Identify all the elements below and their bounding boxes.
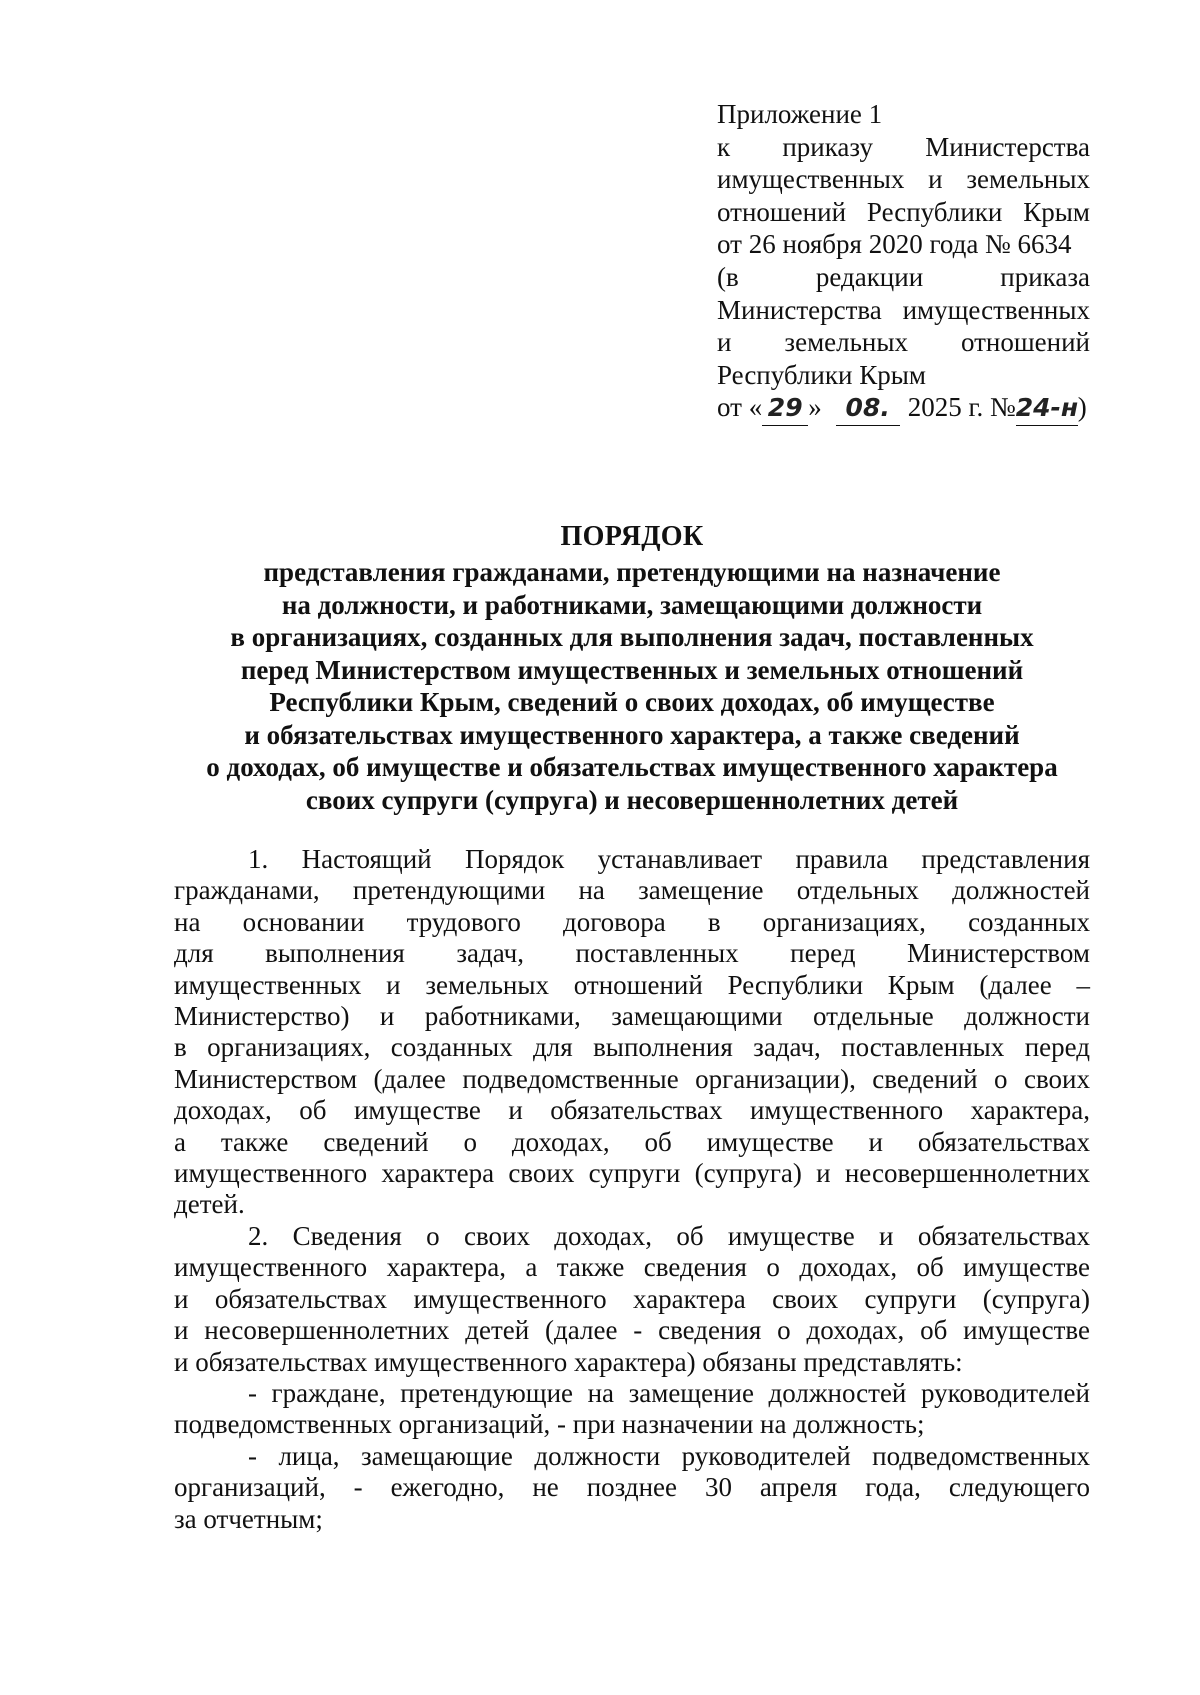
body-line: Министерство) и работниками, замещающими отдельные должности (174, 1001, 1090, 1032)
subtitle-line: на должности, и работниками, замещающими должности (281, 589, 983, 620)
appendix-line: от 26 ноября 2020 года № 6634 (717, 229, 1072, 260)
body-line: гражданами, претендующими на замещение отдельных должностей (174, 875, 1090, 906)
body-line: имущественного характера, а также сведения о доходах, об имуществе (174, 1252, 1090, 1283)
handwritten-number: 24-н (1016, 392, 1078, 426)
body-line: и обязательствах имущественного характера) обязаны представлять: (174, 1346, 963, 1377)
body-line: в организациях, созданных для выполнения задач, поставленных перед (174, 1032, 1090, 1063)
appendix-text: и земельных отношений (717, 327, 1090, 358)
appendix-line (717, 163, 1090, 196)
date-year: 2025 г. № (907, 392, 1016, 423)
appendix-text: имущественных и земельных (717, 164, 1090, 195)
date-suffix: ) (1077, 392, 1087, 423)
appendix-line (717, 326, 1090, 359)
appendix-line (717, 294, 1090, 327)
subtitle-line: в организациях, созданных для выполнения задач, поставленных (230, 622, 1034, 652)
body-line: подведомственных организаций, - при назначении на должность; (174, 1409, 925, 1440)
subtitle-line: о доходах, об имуществе и обязательствах имущественного характера (206, 752, 1058, 782)
subtitle-line: Республики Крым, сведений о своих доходах, об имуществе (269, 687, 995, 717)
body-line: имущественных и земельных отношений Республики Крым (далее – (174, 969, 1090, 1000)
appendix-text: отношений Республики Крым (717, 196, 1090, 227)
subtitle-line: представления гражданами, претендующими на назначение (263, 557, 1001, 587)
document-title: ПОРЯДОК (560, 521, 704, 552)
document-body (174, 844, 1090, 1535)
appendix-text: (в редакции приказа (717, 261, 1090, 292)
handwritten-day: 29 (762, 392, 808, 426)
body-line: Министерством (далее подведомственные организации), сведений о своих (174, 1063, 1090, 1094)
appendix-header (717, 98, 1090, 426)
body-line: имущественного характера своих супруги (супруга) и несовершеннолетних (174, 1158, 1090, 1189)
body-line: для выполнения задач, поставленных перед Министерством (174, 938, 1090, 969)
appendix-line: Республики Крым (717, 359, 926, 390)
appendix-word: к (717, 131, 731, 162)
appendix-line (717, 261, 1090, 294)
subtitle-line: и обязательствах имущественного характера, а также сведений (244, 719, 1020, 750)
body-line: детей. (174, 1189, 245, 1220)
appendix-line: Приложение 1 (717, 99, 883, 129)
appendix-date-line (717, 391, 1090, 426)
body-line: организаций, - ежегодно, не позднее 30 апреля года, следующего (174, 1472, 1090, 1503)
body-line: 2. Сведения о своих доходах, об имуществе и обязательствах (248, 1220, 1090, 1251)
document-subtitle (120, 556, 1144, 816)
appendix-line (717, 196, 1090, 229)
appendix-word: приказу (782, 131, 874, 162)
appendix-line (717, 131, 1090, 164)
body-line: 1. Настоящий Порядок устанавливает правила представления (248, 844, 1090, 874)
body-line: а также сведений о доходах, об имуществе и обязательствах (174, 1126, 1090, 1157)
body-line: и несовершеннолетних детей (далее - сведения о доходах, об имуществе (174, 1315, 1090, 1346)
body-line: на основании трудового договора в организациях, созданных (174, 906, 1090, 937)
body-line: и обязательствах имущественного характера своих супруги (супруга) (174, 1283, 1090, 1314)
date-prefix: от « (717, 392, 763, 423)
subtitle-line: своих супруги (супруга) и несовершеннолетних детей (305, 784, 959, 815)
body-line: за отчетным; (174, 1503, 323, 1534)
appendix-word: Министерства (925, 131, 1090, 162)
appendix-text: Министерства имущественных (717, 294, 1090, 325)
body-line: доходах, об имуществе и обязательствах имущественного характера, (174, 1095, 1090, 1126)
body-line: - лица, замещающие должности руководителей подведомственных (248, 1440, 1090, 1471)
subtitle-line: перед Министерством имущественных и земельных отношений (240, 654, 1024, 685)
date-mid: » (808, 392, 822, 423)
handwritten-month: 08. (836, 392, 900, 426)
body-line: - граждане, претендующие на замещение должностей руководителей (248, 1377, 1090, 1408)
